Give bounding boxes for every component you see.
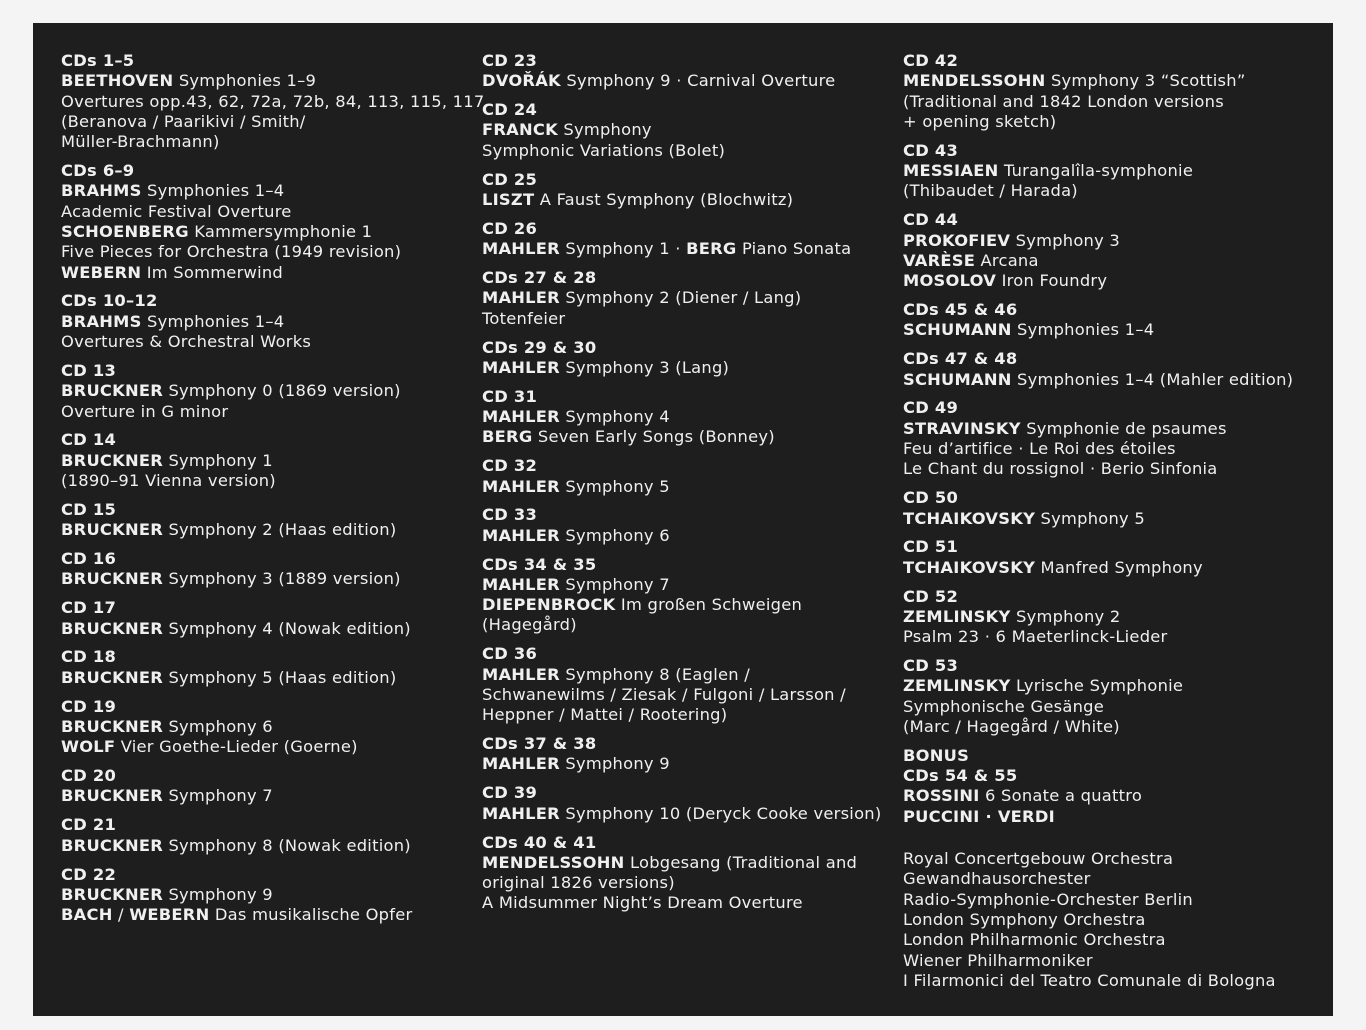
orchestra-name: London Symphony Orchestra <box>903 909 1146 929</box>
cd-number: CD 22 <box>61 864 117 884</box>
cd-entry <box>61 865 461 926</box>
work-title: Symphony 1 · <box>559 239 687 259</box>
cd-number: CDs 34 & 35 <box>482 554 597 574</box>
composer-name: BEETHOVEN <box>61 71 174 91</box>
cd-entry <box>482 833 902 914</box>
work-title: Symphony 7 <box>559 574 670 594</box>
cd-number: CD 15 <box>61 499 117 519</box>
work-title: Symphony 9 · Carnival Overture <box>560 71 836 91</box>
column-3 <box>903 51 1323 991</box>
composer-name: SCHOENBERG <box>61 221 189 241</box>
entry-line <box>903 370 1323 390</box>
composer-name: PROKOFIEV <box>903 230 1011 250</box>
orchestra-name: Gewandhausorchester <box>903 869 1091 889</box>
composer-name: SCHUMANN <box>903 320 1012 340</box>
work-title: Academic Festival Overture <box>61 201 292 221</box>
entry-line <box>482 309 902 329</box>
cd-entry <box>61 647 461 688</box>
entry-line <box>61 381 461 401</box>
work-title: Symphony 3 <box>1010 230 1121 250</box>
orchestra-name: Royal Concertgebouw Orchestra <box>903 849 1174 869</box>
composer-name: TCHAIKOVSKY <box>903 557 1036 577</box>
work-title: Symphonies 1–4 <box>1011 320 1155 340</box>
cd-entry <box>903 210 1323 291</box>
entry-line <box>61 737 461 757</box>
composer-name: BERG <box>686 239 737 259</box>
cd-number: CD 16 <box>61 549 117 569</box>
composer-name: LISZT <box>482 189 535 209</box>
cd-entry <box>903 488 1323 529</box>
cd-number: CD 51 <box>903 537 959 557</box>
composer-name: BRUCKNER <box>61 667 164 687</box>
cd-entry <box>482 219 902 260</box>
work-title: Symphony 3 (Lang) <box>559 357 730 377</box>
cd-entry <box>482 387 902 448</box>
work-title: Symphony 6 <box>559 525 670 545</box>
work-title: Symphonie de psaumes <box>1020 418 1227 438</box>
cd-entry <box>903 300 1323 341</box>
work-title: Lobgesang (Traditional and <box>624 852 858 872</box>
orchestra-name: I Filarmonici del Teatro Comunale di Bologna <box>903 970 1276 990</box>
work-title: Symphony 5 (Haas edition) <box>163 667 397 687</box>
composer-name: BRUCKNER <box>61 520 164 540</box>
cd-entry <box>482 734 902 775</box>
cd-entry <box>61 815 461 856</box>
work-title: Symphony 2 <box>1010 606 1121 626</box>
cd-entry <box>482 51 902 92</box>
cd-number: CD 36 <box>482 644 538 664</box>
work-title: Turangalîla-symphonie <box>998 161 1194 181</box>
cd-entry <box>482 338 902 379</box>
work-title: / <box>112 905 130 925</box>
cd-number: CD 50 <box>903 488 959 508</box>
composer-name: MAHLER <box>482 357 560 377</box>
work-title: Symphony 0 (1869 version) <box>163 381 401 401</box>
entry-line <box>482 665 902 685</box>
cd-number: CD 32 <box>482 456 538 476</box>
composer-name: MAHLER <box>482 239 560 259</box>
entry-line <box>61 222 461 242</box>
entry-line <box>482 427 902 447</box>
entry-line <box>482 239 902 259</box>
cd-entry <box>61 291 461 352</box>
work-title: Symphony 4 (Nowak edition) <box>163 618 411 638</box>
work-title: Symphonic Variations (Bolet) <box>482 140 726 160</box>
work-title: Lyrische Symphonie <box>1010 676 1184 696</box>
entry-line <box>61 786 461 806</box>
composer-name: BRUCKNER <box>61 381 164 401</box>
work-title: Symphonische Gesänge <box>903 696 1104 716</box>
cd-number: CD 33 <box>482 505 538 525</box>
cd-number: CD 23 <box>482 51 538 70</box>
composer-name: SCHUMANN <box>903 369 1012 389</box>
entry-line <box>61 520 461 540</box>
cd-entry <box>61 361 461 422</box>
entry-line <box>482 71 902 91</box>
entry-line <box>903 766 1323 786</box>
work-title: Im Sommerwind <box>141 262 284 282</box>
cd-entry <box>61 500 461 541</box>
cd-number: CDs 37 & 38 <box>482 734 597 754</box>
entry-line <box>61 312 461 332</box>
composer-name: VARÈSE <box>903 250 976 270</box>
composer-name: WEBERN <box>129 905 210 925</box>
work-title: Symphonies 1–4 (Mahler edition) <box>1011 369 1294 389</box>
composer-name: MENDELSSOHN <box>903 71 1046 91</box>
entry-line <box>903 71 1323 91</box>
entry-line <box>61 569 461 589</box>
entry-line <box>903 112 1323 132</box>
work-title: Symphony 5 <box>559 476 670 496</box>
entry-line <box>61 181 461 201</box>
cd-number: CD 13 <box>61 360 117 380</box>
composer-name: BRAHMS <box>61 181 142 201</box>
cd-entry <box>903 398 1323 479</box>
cd-number: CDs 47 & 48 <box>903 349 1018 369</box>
entry-line <box>903 271 1323 291</box>
cd-number: CD 20 <box>61 766 117 786</box>
entry-line <box>903 786 1323 806</box>
work-title: (1890–91 Vienna version) <box>61 471 276 491</box>
cd-entry <box>61 766 461 807</box>
work-title: Overtures opp.43, 62, 72a, 72b, 84, 113, 115, 117 <box>61 91 485 111</box>
work-title: Symphony 7 <box>163 786 273 806</box>
entry-line <box>903 627 1323 647</box>
work-title: Symphony 3 “Scottish” <box>1045 71 1246 91</box>
entry-line <box>61 332 461 352</box>
entry-line <box>61 242 461 262</box>
composer-name: PUCCINI · VERDI <box>903 806 1055 826</box>
work-title: Heppner / Mattei / Rootering) <box>482 705 728 725</box>
cd-number: CD 14 <box>61 430 117 450</box>
cd-number: CD 44 <box>903 210 959 230</box>
entry-line <box>61 471 461 491</box>
orchestra-name: Radio-Symphonie-Orchester Berlin <box>903 889 1193 909</box>
composer-name: MESSIAEN <box>903 161 999 181</box>
work-title: Manfred Symphony <box>1035 557 1203 577</box>
entry-line <box>903 439 1323 459</box>
composer-name: MAHLER <box>482 288 560 308</box>
cd-number: CD 43 <box>903 140 959 160</box>
composer-name: STRAVINSKY <box>903 418 1021 438</box>
work-title: Symphony 9 <box>163 884 273 904</box>
work-title: + opening sketch) <box>903 111 1057 131</box>
composer-name: BRUCKNER <box>61 569 164 589</box>
entry-line <box>482 120 902 140</box>
cd-number: CD 52 <box>903 586 959 606</box>
composer-name: ROSSINI <box>903 786 980 806</box>
cd-number: CD 25 <box>482 169 538 189</box>
entry-line <box>903 717 1323 737</box>
work-title: Symphony <box>557 120 652 140</box>
entry-line <box>482 526 902 546</box>
work-title: Symphonies 1–9 <box>173 71 317 91</box>
entry-line <box>482 615 902 635</box>
entry-line <box>61 263 461 283</box>
cd-entry <box>61 697 461 758</box>
work-title: Symphony 9 <box>559 754 670 774</box>
cd-entry <box>482 170 902 211</box>
composer-name: MAHLER <box>482 664 560 684</box>
entry-line <box>61 91 485 112</box>
cd-entry <box>482 456 902 497</box>
orchestra-name: London Philharmonic Orchestra <box>903 930 1166 950</box>
work-title: Symphony 8 (Eaglen / <box>559 664 750 684</box>
cd-entry <box>903 587 1323 648</box>
composer-name: ZEMLINSKY <box>903 606 1011 626</box>
composer-name: BRUCKNER <box>61 835 164 855</box>
cd-entry <box>903 537 1323 578</box>
work-title: Im großen Schweigen <box>615 595 803 615</box>
composer-name: TCHAIKOVSKY <box>903 508 1036 528</box>
composer-name: MOSOLOV <box>903 271 997 291</box>
composer-name: BRUCKNER <box>61 618 164 638</box>
work-title: Symphony 10 (Deryck Cooke version) <box>559 803 882 823</box>
cd-number: CDs 27 & 28 <box>482 268 597 288</box>
cd-number: CD 49 <box>903 398 959 418</box>
work-title: Vier Goethe-Lieder (Goerne) <box>115 737 358 757</box>
cd-number: CD 17 <box>61 598 117 618</box>
work-title: Iron Foundry <box>996 271 1108 291</box>
composer-name: DVOŘÁK <box>482 71 561 91</box>
entry-line <box>61 717 461 737</box>
entry-line <box>482 190 902 210</box>
composer-name: BACH <box>61 905 113 925</box>
work-title: Overture in G minor <box>61 401 229 421</box>
composer-name: MAHLER <box>482 476 560 496</box>
work-title: Overtures & Orchestral Works <box>61 332 312 352</box>
work-title: Symphony 6 <box>163 716 273 736</box>
cd-number: CD 42 <box>903 51 959 70</box>
entry-line <box>482 141 902 161</box>
entry-line <box>61 451 461 471</box>
entry-line <box>903 558 1323 578</box>
cd-entry <box>903 141 1323 202</box>
entry-line <box>482 595 902 615</box>
cd-number: CDs 40 & 41 <box>482 832 597 852</box>
composer-name: BRUCKNER <box>61 786 164 806</box>
cd-entry <box>61 598 461 639</box>
cd-entry <box>61 51 485 152</box>
entry-line <box>61 132 461 152</box>
composer-name: WEBERN <box>61 262 142 282</box>
entry-line <box>61 402 461 422</box>
work-title: Symphony 2 (Diener / Lang) <box>559 288 802 308</box>
work-title: (Beranova / Paarikivi / Smith/ <box>61 111 306 131</box>
composer-name: BRUCKNER <box>61 884 164 904</box>
work-title: Totenfeier <box>482 308 566 328</box>
tracklist-panel <box>33 23 1333 1016</box>
cd-entry <box>482 505 902 546</box>
entry-line <box>61 202 461 222</box>
work-title: (Traditional and 1842 London versions <box>903 91 1224 111</box>
work-title: Symphony 8 (Nowak edition) <box>163 835 411 855</box>
entry-line <box>482 754 902 774</box>
composer-name: CDs 54 & 55 <box>903 766 1018 786</box>
column-1 <box>61 51 485 934</box>
cd-number: CDs 10–12 <box>61 291 158 311</box>
entry-line <box>482 893 902 913</box>
cd-number: CD 24 <box>482 100 538 120</box>
composer-name: MAHLER <box>482 574 560 594</box>
work-title: A Faust Symphony (Blochwitz) <box>534 189 794 209</box>
entry-line <box>903 697 1323 717</box>
entry-line <box>482 288 902 308</box>
entry-line <box>903 251 1323 271</box>
work-title: Müller-Brachmann) <box>61 132 220 152</box>
work-title: Symphony 2 (Haas edition) <box>163 520 397 540</box>
work-title: Symphonies 1–4 <box>141 181 285 201</box>
cd-number: CD 21 <box>61 815 117 835</box>
entry-line <box>482 705 902 725</box>
entry-line <box>61 905 461 925</box>
work-title: Symphony 4 <box>559 407 670 427</box>
orchestra-list <box>903 849 1323 991</box>
cd-number: BONUS <box>903 745 970 765</box>
cd-entry <box>482 644 902 725</box>
work-title: Das musikalische Opfer <box>209 905 413 925</box>
work-title: Piano Sonata <box>736 239 852 259</box>
entry-line <box>903 181 1323 201</box>
entry-line <box>903 676 1323 696</box>
composer-name: DIEPENBROCK <box>482 595 616 615</box>
cd-number: CD 19 <box>61 696 117 716</box>
entry-line <box>482 575 902 595</box>
entry-line <box>903 509 1323 529</box>
composer-name: WOLF <box>61 737 116 757</box>
work-title: Kammersymphonie 1 <box>188 221 373 241</box>
cd-number: CDs 1–5 <box>61 51 135 70</box>
entry-line <box>61 885 461 905</box>
column-2 <box>482 51 902 922</box>
work-title: original 1826 versions) <box>482 873 675 893</box>
cd-entry <box>903 51 1323 132</box>
entry-line <box>482 804 902 824</box>
composer-name: MAHLER <box>482 803 560 823</box>
composer-name: BRAHMS <box>61 311 142 331</box>
work-title: Seven Early Songs (Bonney) <box>532 427 775 447</box>
entry-line <box>903 607 1323 627</box>
work-title: 6 Sonate a quattro <box>979 786 1143 806</box>
cd-number: CD 26 <box>482 218 538 238</box>
work-title: Five Pieces for Orchestra (1949 revision) <box>61 242 402 262</box>
entry-line <box>61 668 461 688</box>
entry-line <box>903 807 1323 827</box>
composer-name: FRANCK <box>482 120 558 140</box>
work-title: Arcana <box>975 250 1039 270</box>
entry-line <box>61 619 461 639</box>
entry-line <box>482 853 902 873</box>
work-title: Le Chant du rossignol · Berio Sinfonia <box>903 459 1218 479</box>
composer-name: BRUCKNER <box>61 716 164 736</box>
composer-name: MAHLER <box>482 754 560 774</box>
cd-entry <box>61 549 461 590</box>
cd-number: CD 18 <box>61 647 117 667</box>
cd-entry <box>61 161 461 283</box>
cd-number: CD 31 <box>482 386 538 406</box>
cd-entry <box>903 746 1323 827</box>
entry-line <box>482 873 902 893</box>
work-title: Symphony 5 <box>1035 508 1145 528</box>
cd-entry <box>61 430 461 491</box>
cd-number: CDs 45 & 46 <box>903 300 1018 320</box>
cd-entry <box>482 783 902 824</box>
entry-line <box>61 836 461 856</box>
composer-name: MAHLER <box>482 525 560 545</box>
composer-name: MENDELSSOHN <box>482 852 625 872</box>
composer-name: ZEMLINSKY <box>903 676 1011 696</box>
cd-number: CD 53 <box>903 656 959 676</box>
orchestra-name: Wiener Philharmoniker <box>903 950 1093 970</box>
entry-line <box>903 320 1323 340</box>
cd-entry <box>482 100 902 161</box>
entry-line <box>482 477 902 497</box>
entry-line <box>61 112 461 132</box>
cd-number: CDs 29 & 30 <box>482 337 597 357</box>
entry-line <box>482 685 902 705</box>
work-title: Symphony 3 (1889 version) <box>163 569 401 589</box>
composer-name: BERG <box>482 427 533 447</box>
entry-line <box>903 161 1323 181</box>
work-title: A Midsummer Night’s Dream Overture <box>482 893 803 913</box>
entry-line <box>903 231 1323 251</box>
work-title: (Marc / Hagegård / White) <box>903 716 1120 736</box>
cd-entry <box>482 555 902 636</box>
cd-number: CDs 6–9 <box>61 161 135 181</box>
composer-name: BRUCKNER <box>61 450 164 470</box>
work-title: Schwanewilms / Ziesak / Fulgoni / Larsson / <box>482 684 846 704</box>
entry-line <box>903 92 1323 112</box>
entry-line <box>903 419 1323 439</box>
work-title: (Thibaudet / Harada) <box>903 181 1078 201</box>
cd-number: CD 39 <box>482 783 538 803</box>
cd-entry <box>903 656 1323 737</box>
entry-line <box>482 407 902 427</box>
entry-line <box>903 459 1323 479</box>
entry-line <box>61 71 461 91</box>
composer-name: MAHLER <box>482 407 560 427</box>
entry-line <box>482 358 902 378</box>
work-title: Symphony 1 <box>163 450 273 470</box>
work-title: Feu d’artifice · Le Roi des étoiles <box>903 439 1176 459</box>
work-title: Psalm 23 · 6 Maeterlinck-Lieder <box>903 627 1168 647</box>
work-title: Symphonies 1–4 <box>141 311 285 331</box>
cd-entry <box>903 349 1323 390</box>
work-title: (Hagegård) <box>482 615 577 635</box>
cd-entry <box>482 268 902 329</box>
